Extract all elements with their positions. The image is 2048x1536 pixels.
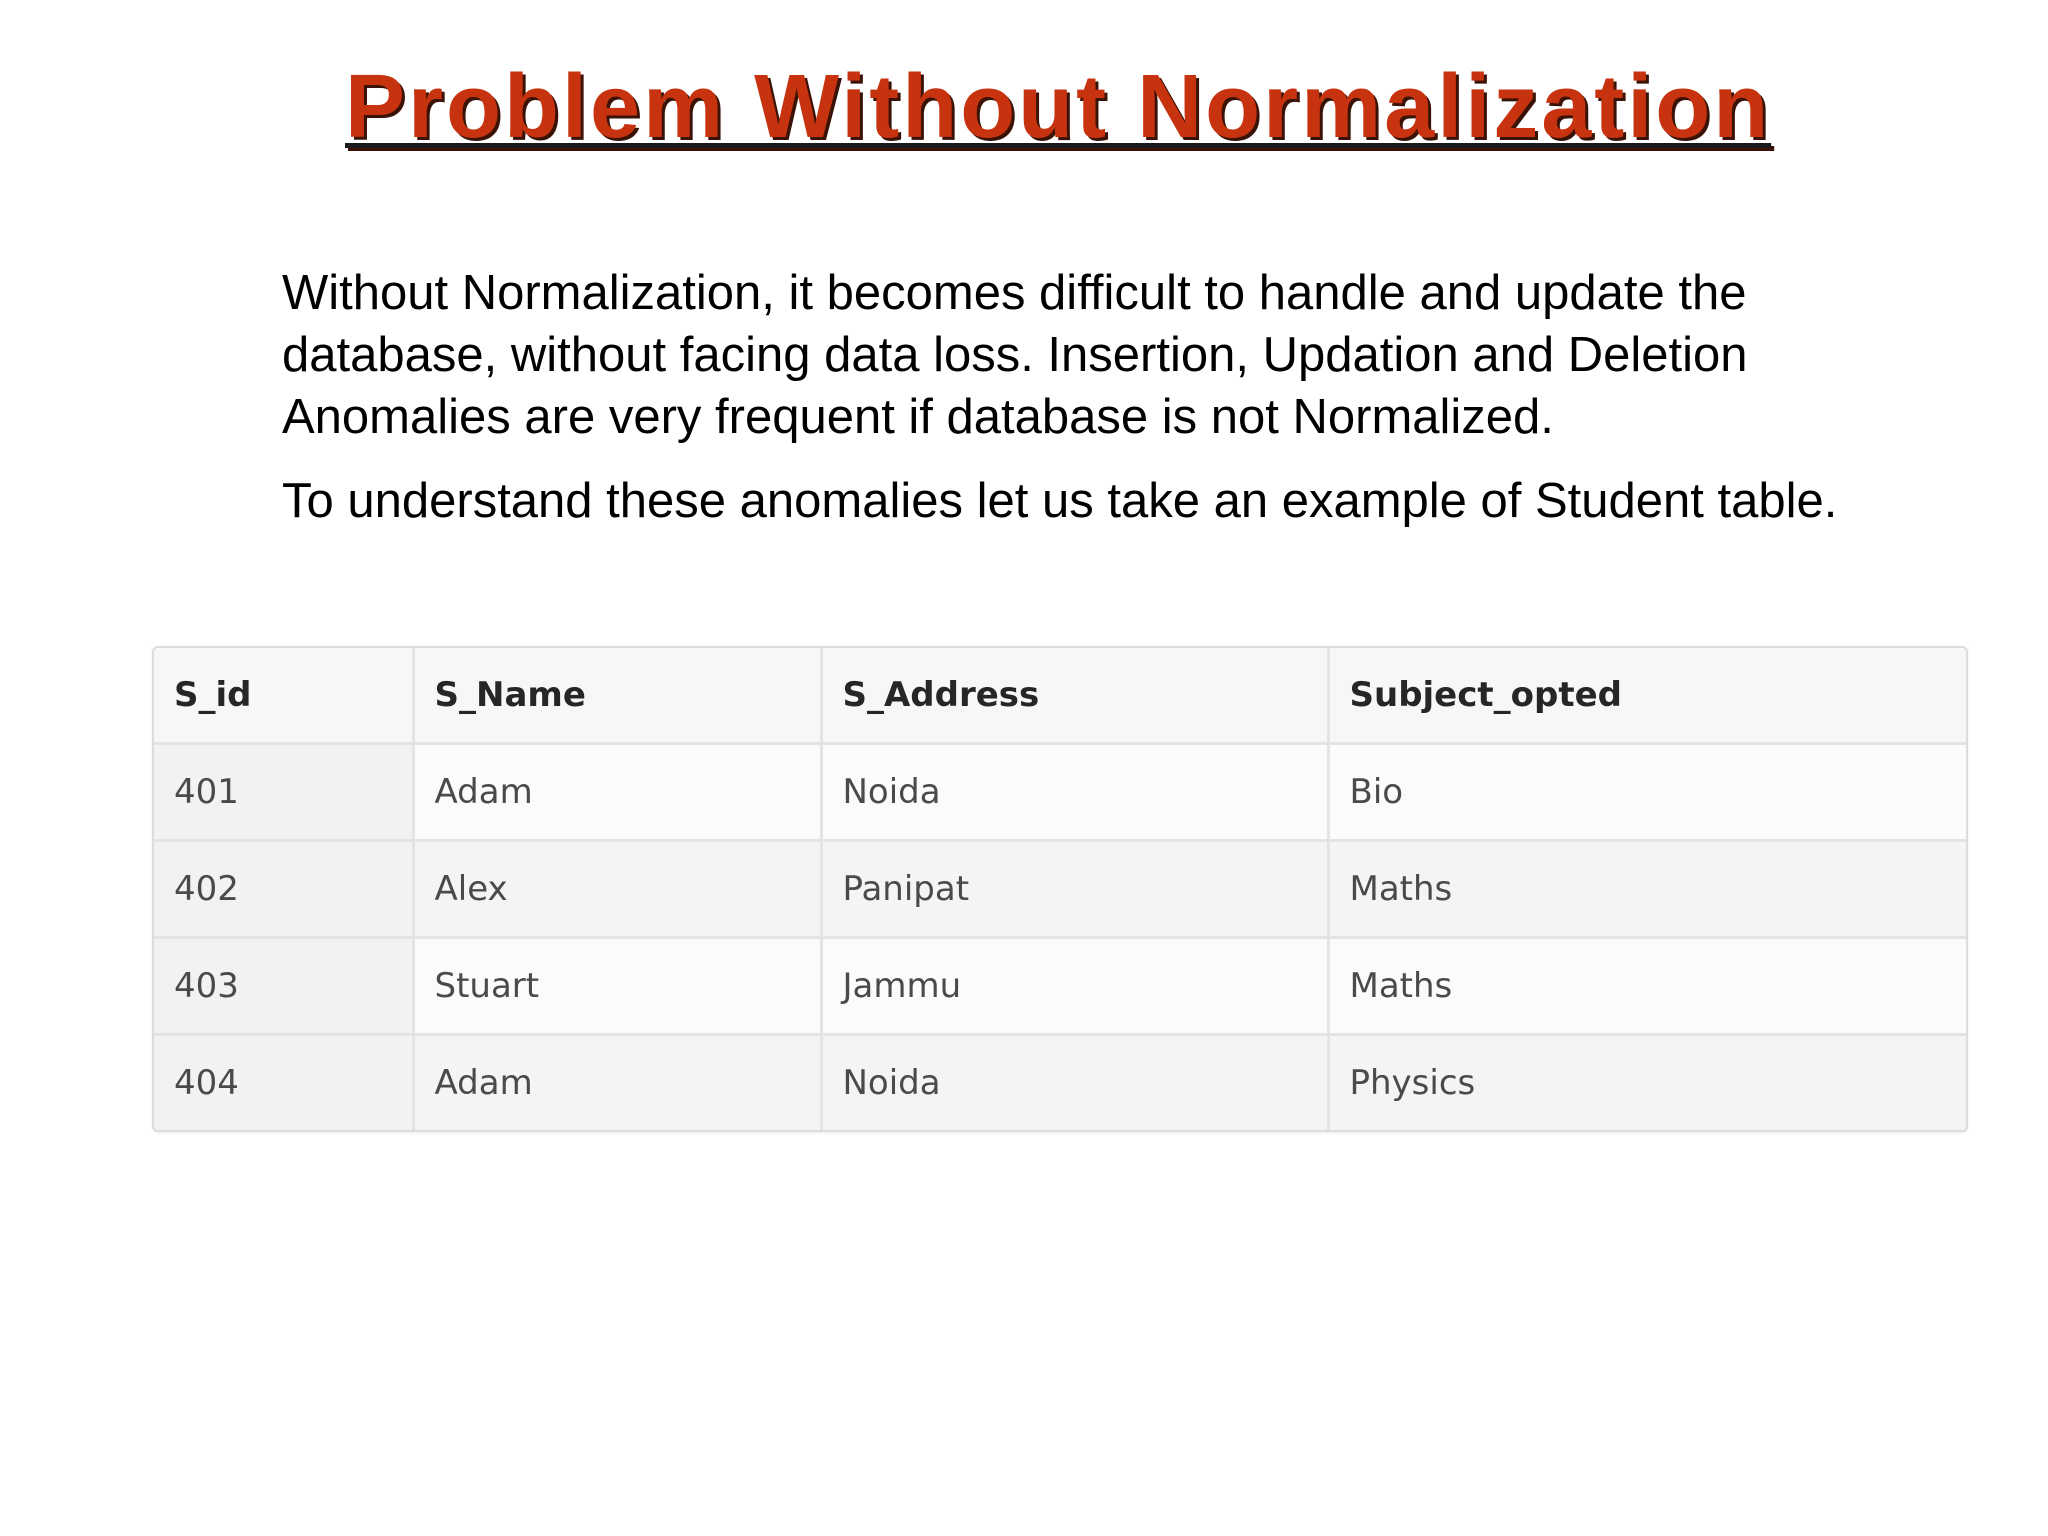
table-row — [154, 841, 1966, 938]
cell-s-name: Adam — [413, 1035, 821, 1131]
cell-subject-opted: Bio — [1328, 744, 1966, 841]
cell-subject-opted: Maths — [1328, 841, 1966, 938]
cell-s-name: Adam — [413, 744, 821, 841]
cell-s-name: Stuart — [413, 938, 821, 1035]
header-s-id: S_id — [154, 648, 413, 744]
header-s-address: S_Address — [821, 648, 1328, 744]
table-row — [154, 938, 1966, 1035]
cell-subject-opted: Physics — [1328, 1035, 1966, 1131]
cell-s-address: Noida — [821, 1035, 1328, 1131]
header-s-name: S_Name — [413, 648, 821, 744]
cell-s-id: 403 — [154, 938, 413, 1035]
cell-s-address: Noida — [821, 744, 1328, 841]
cell-s-id: 401 — [154, 744, 413, 841]
cell-s-id: 404 — [154, 1035, 413, 1131]
example-paragraph: To understand these anomalies let us take an example of Student table. — [282, 474, 1838, 528]
table-header-row — [154, 648, 1966, 744]
table-row — [154, 1035, 1966, 1131]
intro-paragraph: Without Normalization, it becomes difficult to handle and update the database, without facing data loss. Insertion, Updation and Deletion Anomalies are very frequent if database is not Normalized. — [282, 266, 1748, 444]
cell-s-name: Alex — [413, 841, 821, 938]
student-table — [154, 648, 1966, 1130]
cell-s-address: Jammu — [821, 938, 1328, 1035]
slide-title: Problem Without Normalization — [345, 57, 1772, 157]
cell-subject-opted: Maths — [1328, 938, 1966, 1035]
table-row — [154, 744, 1966, 841]
student-table-container — [152, 646, 1968, 1132]
cell-s-address: Panipat — [821, 841, 1328, 938]
header-subject-opted: Subject_opted — [1328, 648, 1966, 744]
cell-s-id: 402 — [154, 841, 413, 938]
slide-body — [282, 262, 1842, 554]
